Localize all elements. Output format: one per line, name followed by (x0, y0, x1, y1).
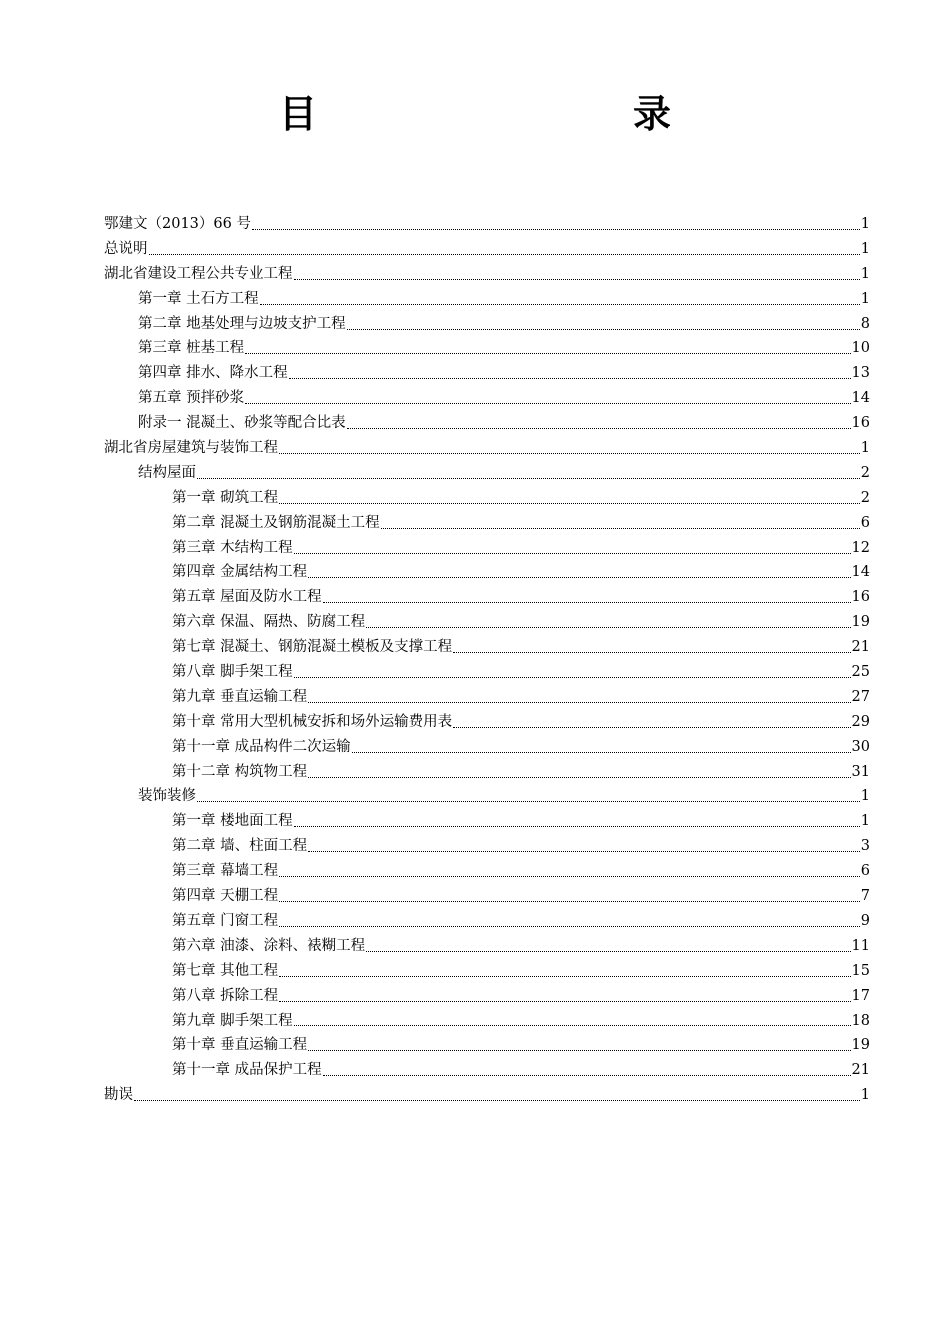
toc-entry[interactable] (104, 312, 870, 337)
toc-entry-page-number: 25 (851, 664, 870, 681)
toc-entry[interactable] (104, 859, 870, 884)
toc-entry-label: 勘误 (104, 1087, 133, 1104)
toc-entry-page-number: 18 (851, 1012, 870, 1029)
dot-leader (279, 876, 860, 877)
dot-leader (366, 951, 850, 952)
toc-entry[interactable] (104, 784, 870, 809)
toc-entry-label: 第六章 保温、隔热、防腐工程 (172, 614, 366, 631)
toc-entry[interactable] (104, 934, 870, 959)
dot-leader (323, 1075, 851, 1076)
toc-entry-page-number: 1 (860, 290, 870, 307)
toc-entry-label: 第一章 砌筑工程 (172, 489, 279, 506)
toc-entry-label: 第三章 桩基工程 (138, 340, 245, 357)
toc-entry-page-number: 16 (851, 415, 870, 432)
toc-entry[interactable] (104, 536, 870, 561)
toc-entry-label: 第四章 金属结构工程 (172, 564, 308, 581)
toc-entry[interactable] (104, 1058, 870, 1083)
dot-leader (279, 976, 850, 977)
toc-entry-label: 第八章 脚手架工程 (172, 664, 293, 681)
toc-entry-page-number: 21 (851, 1062, 870, 1079)
toc-entry-page-number: 11 (851, 937, 870, 954)
dot-leader (279, 901, 860, 902)
toc-entry-label: 湖北省建设工程公共专业工程 (104, 265, 293, 282)
toc-entry[interactable] (104, 1033, 870, 1058)
page-title: 目 录 (278, 91, 751, 136)
dot-leader (381, 528, 860, 529)
toc-entry[interactable] (104, 262, 870, 287)
toc-entry-label: 第五章 门窗工程 (172, 912, 279, 929)
toc-entry-label: 第三章 木结构工程 (172, 539, 293, 556)
toc-entry-label: 第二章 混凝土及钢筋混凝土工程 (172, 514, 380, 531)
toc-entry[interactable] (104, 486, 870, 511)
toc-entry[interactable] (104, 336, 870, 361)
toc-entry-page-number: 14 (851, 390, 870, 407)
toc-entry-page-number: 8 (860, 315, 870, 332)
dot-leader (294, 279, 860, 280)
dot-leader (294, 677, 851, 678)
toc-entry-label: 湖北省房屋建筑与装饰工程 (104, 440, 278, 457)
toc-entry[interactable] (104, 909, 870, 934)
toc-entry-page-number: 13 (851, 365, 870, 382)
toc-entry[interactable] (104, 361, 870, 386)
toc-entry-label: 第九章 垂直运输工程 (172, 688, 308, 705)
toc-entry-page-number: 2 (860, 489, 870, 506)
toc-entry-label: 第六章 油漆、涂料、裱糊工程 (172, 937, 366, 954)
toc-entry-page-number: 10 (851, 340, 870, 357)
toc-entry[interactable] (104, 710, 870, 735)
toc-entry[interactable] (104, 411, 870, 436)
toc-entry-label: 第一章 土石方工程 (138, 290, 259, 307)
toc-entry-label: 第十章 垂直运输工程 (172, 1037, 308, 1054)
toc-entry[interactable] (104, 1083, 870, 1108)
dot-leader (308, 1050, 850, 1051)
toc-entry-page-number: 30 (851, 738, 870, 755)
toc-entry[interactable] (104, 984, 870, 1009)
toc-entry-page-number: 3 (860, 838, 870, 855)
toc-entry-page-number: 1 (860, 216, 870, 232)
dot-leader (308, 702, 850, 703)
toc-entry-page-number: 9 (860, 912, 870, 929)
toc-entry-page-number: 27 (851, 688, 870, 705)
dot-leader (279, 926, 860, 927)
toc-entry-page-number: 1 (860, 1087, 870, 1104)
toc-entry-page-number: 16 (851, 589, 870, 606)
dot-leader (294, 1025, 851, 1026)
toc-entry[interactable] (104, 585, 870, 610)
dot-leader (294, 553, 851, 554)
dot-leader (252, 229, 860, 230)
toc-entry-label: 第二章 墙、柱面工程 (172, 838, 308, 855)
toc-entry-label: 第七章 混凝土、钢筋混凝土模板及支撑工程 (172, 639, 453, 656)
toc-entry-label: 结构屋面 (138, 464, 196, 481)
toc-entry[interactable] (104, 212, 870, 237)
toc-entry-label: 第十一章 成品保护工程 (172, 1062, 322, 1079)
toc-entry-label: 第四章 天棚工程 (172, 888, 279, 905)
toc-entry[interactable] (104, 560, 870, 585)
toc-entry[interactable] (104, 436, 870, 461)
toc-entry-label: 第八章 拆除工程 (172, 987, 279, 1004)
dot-leader (453, 727, 850, 728)
dot-leader (279, 503, 860, 504)
dot-leader (197, 478, 860, 479)
dot-leader (245, 353, 850, 354)
toc-entry[interactable] (104, 1009, 870, 1034)
toc-entry-page-number: 14 (851, 564, 870, 581)
toc-entry-label: 总说明 (104, 240, 148, 257)
toc-entry[interactable] (104, 386, 870, 411)
toc-entry-page-number: 19 (851, 1037, 870, 1054)
toc-entry[interactable] (104, 511, 870, 536)
dot-leader (308, 577, 850, 578)
dot-leader (347, 428, 851, 429)
toc-entry-page-number: 1 (860, 240, 870, 257)
dot-leader (366, 627, 850, 628)
toc-entry-page-number: 29 (851, 713, 870, 730)
dot-leader (289, 378, 851, 379)
toc-entry-label: 第三章 幕墙工程 (172, 863, 279, 880)
table-of-contents (104, 212, 870, 1108)
toc-entry[interactable] (104, 635, 870, 660)
dot-leader (279, 1001, 850, 1002)
toc-entry-page-number: 1 (860, 813, 870, 830)
toc-entry-page-number: 17 (851, 987, 870, 1004)
toc-entry-page-number: 7 (860, 888, 870, 905)
toc-entry-page-number: 19 (851, 614, 870, 631)
dot-leader (352, 752, 851, 753)
toc-entry-label: 第四章 排水、降水工程 (138, 365, 288, 382)
toc-entry-page-number: 1 (860, 788, 870, 805)
dot-leader (308, 777, 850, 778)
toc-entry[interactable] (104, 884, 870, 909)
toc-entry-label: 第九章 脚手架工程 (172, 1012, 293, 1029)
toc-entry-page-number: 31 (851, 763, 870, 780)
dot-leader (347, 329, 860, 330)
toc-entry-label: 第五章 预拌砂浆 (138, 390, 245, 407)
toc-entry-page-number: 6 (860, 863, 870, 880)
toc-entry[interactable] (104, 610, 870, 635)
dot-leader (260, 304, 860, 305)
toc-entry-label: 第十章 常用大型机械安拆和场外运输费用表 (172, 713, 453, 730)
toc-entry-label: 第七章 其他工程 (172, 962, 279, 979)
toc-entry-page-number: 1 (860, 440, 870, 457)
dot-leader (294, 826, 860, 827)
toc-entry-label: 第一章 楼地面工程 (172, 813, 293, 830)
dot-leader (134, 1100, 860, 1101)
dot-leader (323, 602, 851, 603)
toc-entry-label: 装饰装修 (138, 788, 196, 805)
toc-entry[interactable] (104, 959, 870, 984)
toc-entry-label: 第五章 屋面及防水工程 (172, 589, 322, 606)
toc-entry-page-number: 2 (860, 464, 870, 481)
toc-entry-label: 第十一章 成品构件二次运输 (172, 738, 351, 755)
toc-entry[interactable] (104, 660, 870, 685)
toc-entry-page-number: 21 (851, 639, 870, 656)
toc-entry[interactable] (104, 685, 870, 710)
toc-entry-label: 第十二章 构筑物工程 (172, 763, 308, 780)
toc-entry-page-number: 6 (860, 514, 870, 531)
toc-entry[interactable] (104, 237, 870, 262)
dot-leader (279, 453, 860, 454)
toc-entry[interactable] (104, 461, 870, 486)
toc-entry[interactable] (104, 834, 870, 859)
toc-entry-label: 鄂建文（2013）66 号 (104, 216, 251, 232)
dot-leader (197, 801, 860, 802)
dot-leader (453, 652, 850, 653)
toc-entry-page-number: 12 (851, 539, 870, 556)
toc-entry[interactable] (104, 735, 870, 760)
dot-leader (149, 254, 860, 255)
toc-entry[interactable] (104, 809, 870, 834)
dot-leader (308, 851, 860, 852)
toc-entry-label: 附录一 混凝土、砂浆等配合比表 (138, 415, 346, 432)
toc-entry-label: 第二章 地基处理与边坡支护工程 (138, 315, 346, 332)
toc-entry[interactable] (104, 287, 870, 312)
toc-entry-page-number: 1 (860, 265, 870, 282)
toc-entry[interactable] (104, 760, 870, 785)
dot-leader (245, 403, 850, 404)
toc-entry-page-number: 15 (851, 962, 870, 979)
